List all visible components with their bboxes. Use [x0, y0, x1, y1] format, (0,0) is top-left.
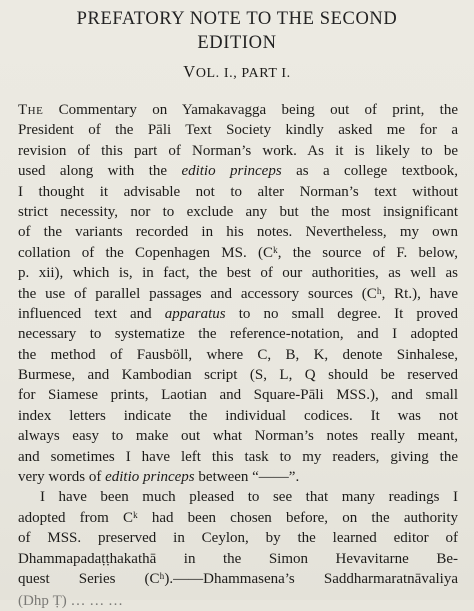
text-span: Commentary on Yamakavagga being out of print, the: [43, 102, 458, 118]
text-line: [18, 100, 458, 120]
text-line: strict necessity, nor to exclude any but the most insignificant: [18, 203, 458, 220]
cut-off-line: (Dhp Ṭ) … … …: [18, 593, 123, 609]
volume-subtitle: [0, 63, 474, 83]
lead-small-caps: The: [18, 102, 44, 118]
text-line: the use of parallel passages and accessory sources (Cʰ, Rt.), have: [18, 285, 458, 302]
text-span: between “——”.: [194, 469, 300, 486]
text-line: for Siamese prints, Laotian and Square-Pāli MSS.), and small: [18, 387, 458, 404]
text-span: to no small degree. It proved: [225, 305, 458, 322]
text-line: Dhammapadaṭṭhakathā in the Simon Hevavitarne Be-: [18, 550, 458, 567]
italic-span: editio princeps: [181, 163, 282, 180]
text-line: [18, 161, 458, 181]
heading-line-1: PREFATORY NOTE TO THE SECOND: [76, 9, 398, 29]
text-line: collation of the Copenhagen MS. (Cᵏ, the source of F. below,: [18, 244, 458, 261]
italic-span: editio princeps: [105, 469, 195, 486]
text-line: the method of Fausböll, where C, B, K, denote Sinhalese,: [18, 346, 458, 363]
text-line: and sometimes I have left this task to my readers, giving the: [18, 448, 458, 465]
text-line: quest Series (Cʰ).——Dhammasena’s Saddharmaratnāvaliya: [18, 570, 458, 587]
text-line: [18, 304, 458, 324]
subtitle-part: ART I.: [248, 66, 291, 81]
text-span: influenced text and: [18, 305, 165, 322]
italic-span: apparatus: [164, 305, 226, 322]
text-line: of the variants recorded in his notes. Nevertheless, my own: [18, 224, 458, 241]
text-span: as a college textbook,: [281, 163, 458, 180]
text-line: always easy to make out what Norman’s notes really meant,: [18, 428, 458, 445]
text-line: of MSS. preserved in Ceylon, by the learned editor of: [18, 530, 458, 547]
text-line: index letters indicate the individual codices. It was not: [18, 407, 458, 424]
text-span: very words of: [18, 469, 106, 486]
text-line: Burmese, and Kambodian script (S, L, Q should be reserved: [18, 367, 458, 384]
text-line: necessary to systematize the reference-notation, and I adopted: [18, 326, 458, 343]
subtitle-vol: OL. I., P: [195, 66, 249, 81]
text-span: used along with the: [18, 163, 182, 180]
text-line: adopted from Cᵏ had been chosen before, on the authority: [18, 509, 458, 526]
text-line: [18, 467, 458, 487]
subtitle-initial-v: V: [183, 62, 196, 81]
heading-line-2: EDITION: [197, 33, 277, 53]
text-line: President of the Pāli Text Society kindly asked me for a: [18, 122, 458, 139]
body-text: [18, 100, 458, 589]
text-line: I thought it advisable not to alter Norman’s text without: [18, 183, 458, 200]
text-line: revision of this part of Norman’s work. As it is likely to be: [18, 142, 458, 159]
text-line: I have been much pleased to see that many readings I: [40, 489, 458, 506]
text-line: p. xii), which is, in fact, the best of our authorities, as well as: [18, 265, 458, 282]
